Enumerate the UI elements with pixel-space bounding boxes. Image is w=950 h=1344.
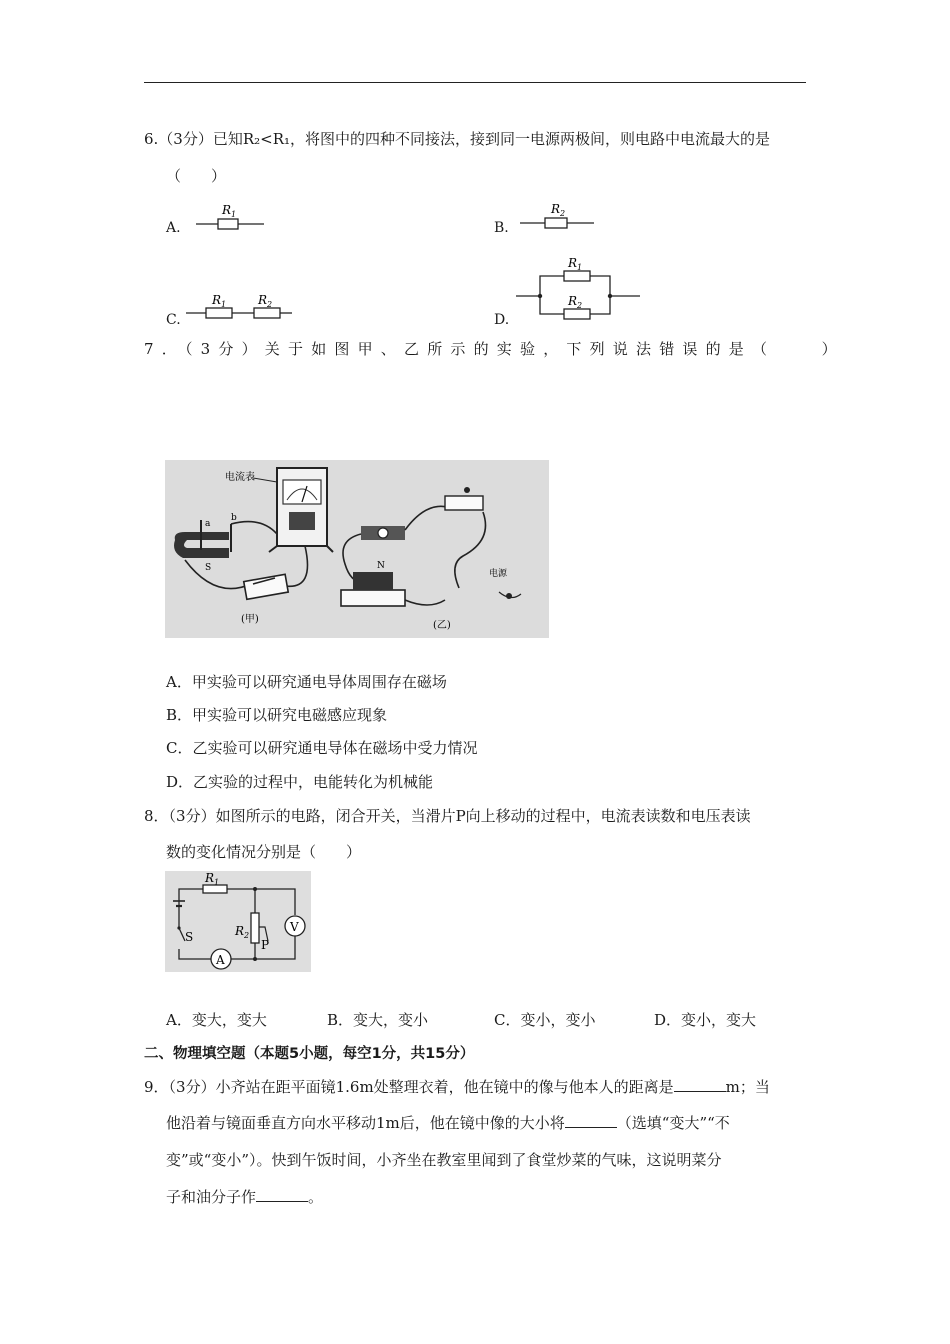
q9-blank-3[interactable] xyxy=(256,1187,308,1202)
resistor-r2 xyxy=(545,218,567,228)
label-n: N xyxy=(377,561,385,571)
switch-2 xyxy=(445,496,483,510)
label-power: 电源 xyxy=(489,569,508,579)
switch-pivot xyxy=(177,926,180,929)
label-s: S xyxy=(205,563,212,573)
wire xyxy=(540,276,564,296)
voltmeter-label: V xyxy=(290,920,299,934)
slider-label: P xyxy=(261,938,270,952)
q8-option-d: D．变小，变大 xyxy=(654,1011,757,1029)
q9-line1 xyxy=(144,1077,770,1097)
section-2-title: 二、物理填空题（本题5小题，每空1分，共15分） xyxy=(144,1046,475,1062)
q6-option-d-diagram xyxy=(514,250,644,326)
wire xyxy=(231,522,277,534)
q9-line2-text: 他沿着与镜面垂直方向水平移动1m后，他在镜中像的大小将 xyxy=(166,1114,565,1132)
ammeter-label: A xyxy=(216,953,225,967)
q7-experiment-sketch xyxy=(165,460,549,638)
q6-option-d-label: D. xyxy=(494,312,510,328)
q9-line4-text: 子和油分子作 xyxy=(166,1188,257,1206)
wire xyxy=(179,949,211,959)
r1-label: $R_1$ xyxy=(205,871,220,887)
q9-line1-text: 9．（3分）小齐站在距平面镜1.6m处整理衣着，他在镜中的像与他本人的距离是 xyxy=(144,1078,674,1096)
wire xyxy=(405,600,445,605)
q9-blank-1[interactable] xyxy=(674,1077,726,1092)
switch-label: S xyxy=(185,930,194,944)
label-b: b xyxy=(231,513,237,523)
q7-option-c: C．乙实验可以研究通电导体在磁场中受力情况 xyxy=(166,739,478,757)
q6-stem: 6.（3分）已知R₂<R₁，将图中的四种不同接法，接到同一电源两极间，则电路中电流最大的是 xyxy=(144,130,771,148)
ammeter-label: 电流表 xyxy=(225,472,255,483)
rheostat-r2 xyxy=(251,913,259,943)
label-yi: (乙) xyxy=(433,620,451,631)
q7-stem: 7．（3分）关于如图甲、乙所示的实验，下列说法错误的是（ ） xyxy=(144,340,845,358)
resistor-r2 xyxy=(254,308,280,318)
q7-experiment-photo xyxy=(165,460,549,638)
wire xyxy=(455,512,486,588)
header-rule xyxy=(144,82,806,83)
label-pointer xyxy=(253,478,277,482)
q9-line1-tail: m；当 xyxy=(725,1078,770,1096)
meter-leg xyxy=(327,546,333,552)
r2-label: $R_2$ xyxy=(258,293,273,309)
q6-option-b-diagram xyxy=(520,198,600,238)
q9-line4 xyxy=(166,1187,323,1207)
q6-option-c-diagram xyxy=(184,288,296,328)
q8-circuit-diagram xyxy=(165,871,311,972)
q7-option-d: D．乙实验的过程中，电能转化为机械能 xyxy=(166,773,434,791)
q6-answer-bracket: （ ） xyxy=(166,167,227,185)
meter-base xyxy=(289,512,315,530)
r1-label: $R_1$ xyxy=(222,203,237,219)
q9-blank-2[interactable] xyxy=(565,1113,617,1128)
resistor-r1 xyxy=(564,271,590,281)
q9-line2-tail: （选填“变大”“不 xyxy=(616,1114,730,1132)
q8-stem-line2: 数的变化情况分别是（ ） xyxy=(166,843,362,861)
q7-option-b: B．甲实验可以研究电磁感应现象 xyxy=(166,706,388,724)
q8-option-c: C．变小，变小 xyxy=(494,1011,596,1029)
q9-line4-tail: 。 xyxy=(308,1188,324,1206)
meter-leg xyxy=(269,546,277,552)
r1-label: $R_1$ xyxy=(212,293,227,309)
q8-circuit-figure xyxy=(165,871,311,972)
resistor-r2 xyxy=(564,309,590,319)
wire xyxy=(179,889,203,928)
resistor-r1 xyxy=(206,308,232,318)
switch-base xyxy=(244,574,288,599)
wire xyxy=(540,296,564,314)
rod xyxy=(378,528,388,538)
r2-label: $R_2$ xyxy=(568,294,583,310)
q9-line3: 变”或“变小”）。快到午饭时间，小齐坐在教室里闻到了食堂炒菜的气味，这说明菜分 xyxy=(166,1151,722,1169)
q6-option-b-label: B. xyxy=(494,220,509,236)
q9-line2 xyxy=(166,1113,730,1133)
switch-knob xyxy=(464,487,470,493)
battery-terminal xyxy=(506,593,512,599)
wire xyxy=(590,276,610,296)
q8-option-a: A．变大，变大 xyxy=(166,1011,267,1029)
r2-label: $R_2$ xyxy=(235,924,250,940)
base-board xyxy=(341,590,405,606)
wire xyxy=(285,546,308,586)
q6-option-a-label: A. xyxy=(166,220,181,236)
wire xyxy=(590,296,610,314)
r2-label: $R_2$ xyxy=(551,202,566,218)
q6-option-a-diagram xyxy=(192,198,272,238)
q8-option-b: B．变大，变小 xyxy=(327,1011,429,1029)
q6-option-c-label: C. xyxy=(166,312,181,328)
label-a: a xyxy=(205,519,211,529)
resistor-r1 xyxy=(218,219,238,229)
magnet-block xyxy=(353,572,393,590)
q7-option-a: A．甲实验可以研究通电导体周围存在磁场 xyxy=(166,673,447,691)
r1-label: $R_1$ xyxy=(568,256,583,272)
q8-stem-line1: 8．（3分）如图所示的电路，闭合开关，当滑片P向上移动的过程中，电流表读数和电压表读 xyxy=(144,807,751,825)
wire xyxy=(227,889,295,915)
wire xyxy=(185,560,251,589)
label-jia: (甲) xyxy=(241,614,259,625)
